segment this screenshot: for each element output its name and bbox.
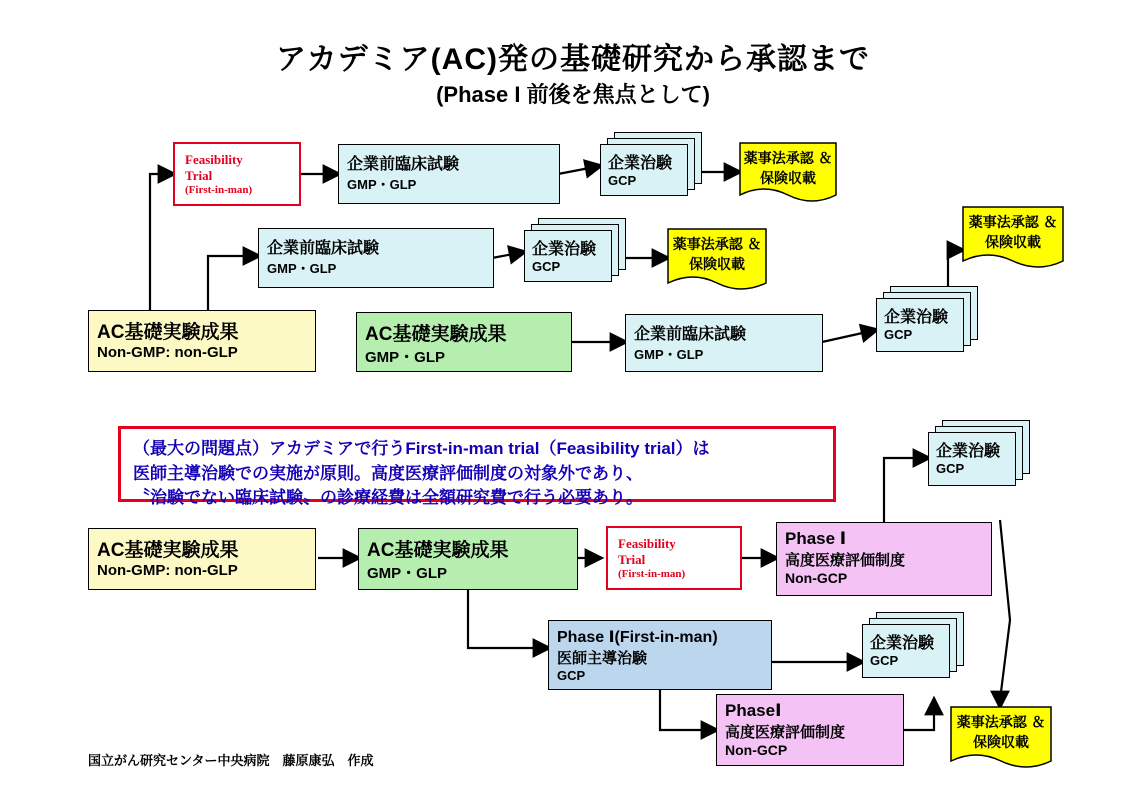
corporate-trial-5-sub: GCP: [870, 653, 899, 668]
ac-basic-gmp-2-sub: GMP・GLP: [367, 565, 448, 582]
ac-basic-nongmp-2-box[interactable]: [88, 528, 316, 590]
corporate-trial-3-stack[interactable]: [876, 286, 980, 362]
ac-basic-gmp-2-box[interactable]: [358, 528, 578, 590]
pre-clinical-trial-2-box[interactable]: [258, 228, 494, 288]
approval-3-doc[interactable]: [962, 206, 1064, 274]
corporate-trial-4-main: 企業治験: [936, 443, 1001, 460]
pre-clinical-1-main: 企業前臨床試験: [347, 156, 460, 173]
phase1-advanced-1-main: Phase Ⅰ: [785, 529, 847, 548]
phase1-advanced-2-main: PhaseⅠ: [725, 701, 782, 720]
ac-basic-gmp-1-sub: GMP・GLP: [365, 349, 446, 366]
feasibility-top-line1: Feasibility: [185, 152, 243, 167]
pre-clinical-3-sub: GMP・GLP: [634, 347, 704, 362]
corporate-trial-5-main: 企業治験: [870, 635, 935, 652]
approval-2-doc[interactable]: [667, 228, 767, 296]
phase1-fim-sub: 医師主導治験: [557, 650, 648, 667]
phase1-advanced-2-sub: 高度医療評価制度: [725, 724, 846, 741]
approval-1-main: 薬事法承認: [743, 150, 814, 166]
note-line-3: 〝治験でない臨床試験〟の診療経費は全額研究費で行う必要あり。: [133, 488, 643, 508]
feasibility-trial-bottom-box[interactable]: [606, 526, 742, 590]
pre-clinical-trial-1-box[interactable]: [338, 144, 560, 204]
ac-basic-gmp-1-box[interactable]: [356, 312, 572, 372]
phase1-fim-sub2: GCP: [557, 668, 586, 683]
page-title-line2: (Phase I 前後を焦点として): [436, 82, 710, 107]
pre-clinical-2-main: 企業前臨床試験: [267, 240, 380, 257]
pre-clinical-2-sub: GMP・GLP: [267, 261, 337, 276]
corporate-trial-1-main: 企業治験: [608, 155, 673, 172]
problem-note-box: [118, 426, 836, 508]
phase1-advanced-1-sub2: Non-GCP: [785, 570, 848, 586]
ac-basic-nongmp-1-main: AC基礎実験成果: [97, 322, 239, 343]
corporate-trial-4-stack[interactable]: [928, 420, 1032, 496]
corporate-trial-4-sub: GCP: [936, 461, 965, 476]
phase1-advanced-1-box[interactable]: [776, 522, 992, 596]
ac-basic-nongmp-1-box[interactable]: [88, 310, 316, 372]
phase1-fim-main: Phase Ⅰ(First-in-man): [557, 629, 718, 646]
approval-2-main: 薬事法承認: [672, 236, 743, 252]
corporate-trial-3-main: 企業治験: [884, 309, 949, 326]
approval-3-sub: ＆保険収載: [985, 214, 1058, 250]
approval-4-sub: ＆保険収載: [973, 714, 1046, 750]
feasibility-top-line2: Trial: [185, 168, 213, 183]
feasibility-top-line3: (First-in-man): [185, 184, 253, 196]
note-line-1: （最大の問題点）アカデミアで行うFirst-in-man trial（Feasibility trial）は: [133, 439, 710, 458]
ac-basic-gmp-2-main: AC基礎実験成果: [367, 540, 509, 561]
ac-basic-nongmp-2-main: AC基礎実験成果: [97, 540, 239, 561]
phase1-advanced-1-sub: 高度医療評価制度: [785, 552, 906, 569]
pre-clinical-3-main: 企業前臨床試験: [634, 326, 747, 343]
corporate-trial-3-sub: GCP: [884, 327, 913, 342]
feasibility-trial-top-box[interactable]: [173, 142, 301, 206]
phase1-fim-box[interactable]: [548, 620, 772, 690]
ac-basic-gmp-1-main: AC基礎実験成果: [365, 324, 507, 345]
approval-1-sub: ＆保険収載: [760, 150, 833, 186]
approval-1-doc[interactable]: [739, 142, 837, 208]
corporate-trial-2-stack[interactable]: [524, 218, 628, 290]
ac-basic-nongmp-2-sub: Non-GMP: non-GLP: [97, 562, 238, 579]
phase1-advanced-2-sub2: Non-GCP: [725, 742, 788, 758]
ac-basic-nongmp-1-sub: Non-GMP: non-GLP: [97, 344, 238, 361]
credit-text: 国立がん研究センター中央病院 藤原康弘 作成: [88, 753, 374, 768]
approval-2-sub: ＆保険収載: [689, 236, 762, 272]
pre-clinical-1-sub: GMP・GLP: [347, 177, 417, 192]
corporate-trial-5-stack[interactable]: [862, 612, 966, 688]
feasibility-bottom-line3: (First-in-man): [618, 568, 686, 580]
corporate-trial-2-main: 企業治験: [532, 241, 597, 258]
approval-3-main: 薬事法承認: [968, 214, 1039, 230]
approval-4-doc[interactable]: [950, 706, 1052, 774]
corporate-trial-1-stack[interactable]: [600, 132, 704, 204]
phase1-advanced-2-box[interactable]: [716, 694, 904, 766]
approval-4-main: 薬事法承認: [956, 714, 1027, 730]
feasibility-bottom-line1: Feasibility: [618, 536, 676, 551]
feasibility-bottom-line2: Trial: [618, 552, 646, 567]
corporate-trial-2-sub: GCP: [532, 259, 561, 274]
page-title-line1: アカデミア(AC)発の基礎研究から承認まで: [275, 43, 870, 76]
note-line-2: 医師主導治験での実施が原則。高度医療評価制度の対象外であり、: [133, 463, 643, 483]
corporate-trial-1-sub: GCP: [608, 173, 637, 188]
pre-clinical-trial-3-box[interactable]: [625, 314, 823, 372]
